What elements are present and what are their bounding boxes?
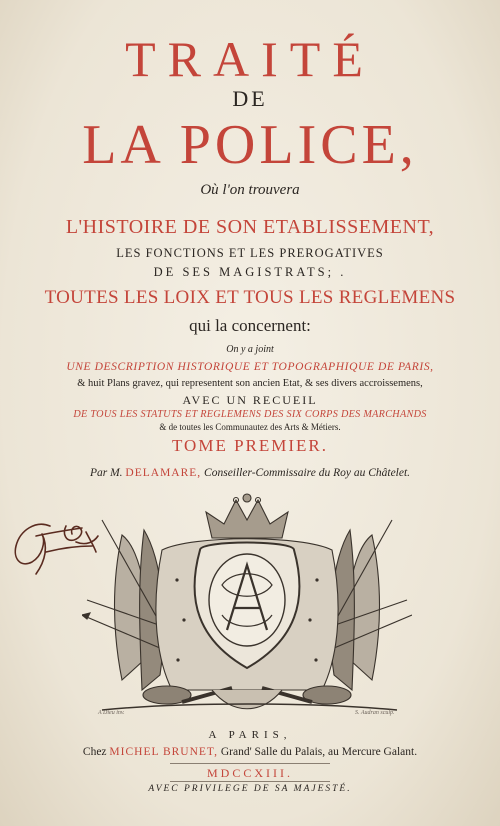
title-line-1: TRAITÉ xyxy=(125,31,375,87)
author-par: Par M. xyxy=(89,467,123,479)
privilege-line: AVEC PRIVILEGE DE SA MAJESTÉ. xyxy=(148,784,352,794)
tome-line: TOME PREMIER. xyxy=(171,436,329,455)
joint-line: On y a joint xyxy=(226,344,274,355)
plans-line: & huit Plans gravez, qui representent son ancien Etat, & ses divers accroissemens, xyxy=(77,378,423,389)
imprint-publisher: MICHEL BRUNET, xyxy=(109,746,218,758)
rule-bottom xyxy=(170,781,330,782)
engraver-left: A Dieu inv. xyxy=(98,710,125,716)
author-name: DELAMARE, xyxy=(125,467,202,479)
communautez-line: & de toutes les Communautez des Arts & Métiers. xyxy=(159,422,341,432)
recueil-line: AVEC UN RECUEIL xyxy=(182,393,318,407)
magistrats-line: DE SES MAGISTRATS; . xyxy=(153,265,347,279)
author-title: Conseiller-Commissaire du Roy au Châtelet. xyxy=(204,467,411,479)
title-line-2: LA POLICE, xyxy=(82,114,418,176)
imprint-year: MDCCXIII. xyxy=(207,766,293,780)
royal-arms-emblem xyxy=(82,490,412,720)
engraver-right: S. Audran sculp. xyxy=(355,710,395,716)
intro-line: Où l'on trouvera xyxy=(200,182,300,198)
statuts-line: DE TOUS LES STATUTS ET REGLEMENS DES SIX CORPS DES MARCHANDS xyxy=(73,409,427,420)
rule-top xyxy=(170,763,330,764)
fonctions-line: LES FONCTIONS ET LES PREROGATIVES xyxy=(116,246,384,260)
author-line xyxy=(0,467,500,479)
imprint-line xyxy=(0,746,500,758)
imprint-place: A PARIS, xyxy=(208,729,292,741)
histoire-line: L'HISTOIRE DE SON ETABLISSEMENT, xyxy=(65,216,435,238)
imprint-address: Grand' Salle du Palais, au Mercure Galant. xyxy=(220,746,418,758)
description-line: UNE DESCRIPTION HISTORIQUE ET TOPOGRAPHIQUE DE PARIS, xyxy=(66,361,434,373)
concernent-line: qui la concernent: xyxy=(189,316,311,335)
imprint-chez: Chez xyxy=(82,746,107,758)
title-de: DE xyxy=(232,86,268,111)
loix-line: TOUTES LES LOIX ET TOUS LES REGLEMENS xyxy=(44,287,456,308)
